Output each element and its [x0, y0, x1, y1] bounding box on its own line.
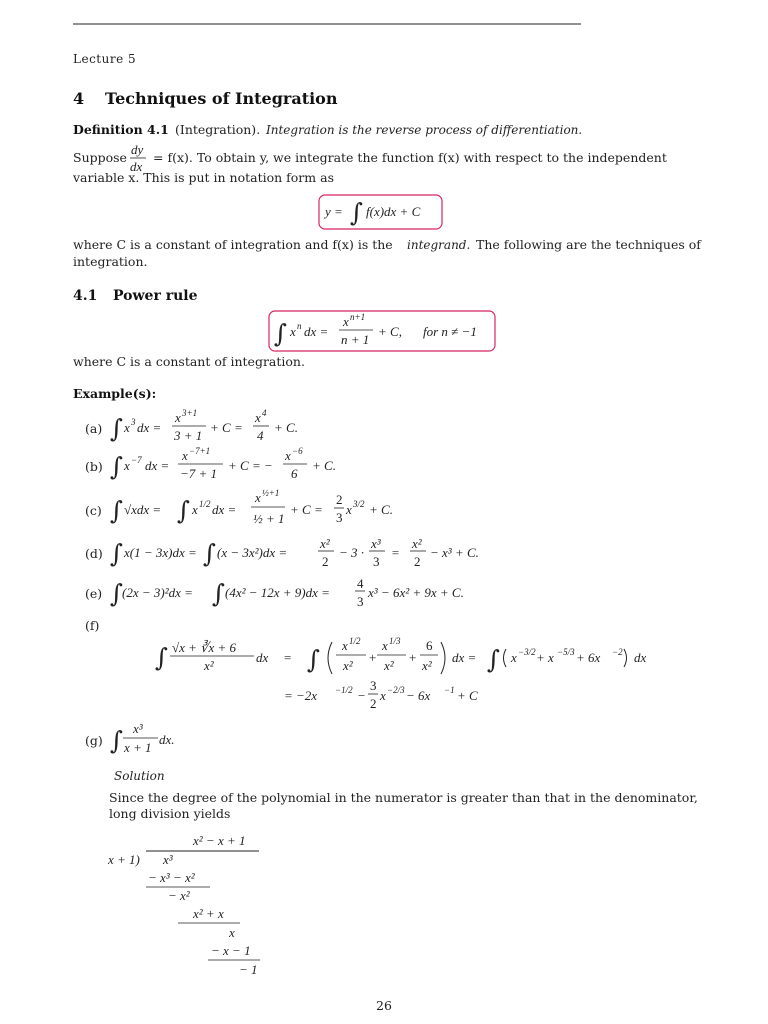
exponent: −2/3 — [387, 685, 405, 695]
numerator: 2 — [336, 492, 343, 507]
example-a — [85, 408, 298, 443]
exponent: −1 — [444, 685, 455, 695]
term: x — [124, 420, 130, 435]
division-step: x — [229, 925, 235, 940]
section-number: 4 — [73, 89, 85, 108]
section-title: Techniques of Integration — [105, 89, 338, 108]
integral-sign: ∫ — [350, 198, 364, 227]
denominator: 6 — [291, 466, 298, 481]
denominator: 3 — [373, 554, 380, 569]
solution-heading: Solution — [114, 769, 165, 783]
numerator: 3 — [370, 678, 377, 693]
denominator: x + 1 — [124, 740, 152, 755]
subsection-title: Power rule — [113, 288, 198, 304]
dividend: x³ — [163, 852, 173, 867]
exponent: 3 — [131, 417, 136, 427]
numerator: x — [255, 490, 261, 505]
integral-sign: ∫ — [110, 539, 124, 568]
example-label: (d) — [85, 546, 103, 561]
exponent: −1/2 — [335, 685, 353, 695]
term: − — [357, 688, 366, 703]
term: dx — [256, 650, 269, 665]
term: + C = − — [228, 458, 273, 473]
integral-sign: ∫ — [203, 539, 217, 568]
numerator: x — [285, 448, 291, 463]
lecture-label: Lecture 5 — [73, 52, 137, 66]
term: − 3 · — [339, 545, 365, 560]
plus: + — [369, 650, 377, 665]
term: + C. — [312, 458, 336, 473]
eq-y: y = — [325, 204, 343, 219]
term: = — [391, 545, 400, 560]
equals: = — [284, 650, 292, 665]
exponent: 3/2 — [353, 499, 365, 509]
denominator: 2 — [370, 696, 377, 711]
term: (2x − 3)²dx = — [122, 585, 193, 600]
intro-line2: variable x. This is put in notation form as — [73, 170, 334, 185]
division-step: − x³ − x² — [148, 870, 195, 885]
exponent: −5/3 — [557, 647, 575, 657]
denominator: x² — [384, 658, 394, 673]
exponent: 1/2 — [199, 499, 211, 509]
denominator: 3 — [336, 510, 343, 525]
integral-sign: ∫ — [177, 496, 191, 525]
solution-line1: Since the degree of the polynomial in the numerator is greater than that in the denominator, — [109, 790, 698, 805]
denominator: x² — [204, 658, 214, 673]
example-label: (a) — [85, 421, 103, 436]
rule-lhs-exp: n — [297, 321, 302, 331]
denominator: 2 — [414, 554, 421, 569]
numerator: x³ — [371, 536, 381, 551]
term: x³ − 6x² + 9x + C. — [368, 585, 464, 600]
integral-sign: ∫ — [110, 579, 124, 608]
definition-text: Integration is the reverse process of differentiation. — [266, 123, 583, 137]
denominator: −7 + 1 — [180, 466, 218, 481]
term: x — [346, 502, 352, 517]
denominator: 4 — [257, 428, 264, 443]
numerator: 6 — [426, 638, 433, 653]
left-paren — [504, 649, 507, 667]
numerator: x — [175, 410, 181, 425]
left-paren — [328, 642, 332, 674]
term: + C. — [369, 502, 393, 517]
exponent: −7+1 — [189, 446, 211, 456]
term: + C = — [210, 420, 243, 435]
where-line1: where C is a constant of integration and f(x) is the — [73, 237, 393, 252]
term: √xdx = — [124, 502, 162, 517]
integral-sign: ∫ — [274, 319, 288, 348]
dx-denominator: dx — [130, 159, 143, 174]
term: x — [511, 650, 517, 665]
numerator: x — [382, 638, 388, 653]
term: − x³ + C. — [430, 545, 479, 560]
subsection-number: 4.1 — [73, 288, 98, 304]
term: + 6x — [576, 650, 601, 665]
example-f — [85, 618, 647, 711]
plus: + — [409, 650, 417, 665]
term: (x − 3x²)dx = — [217, 545, 288, 560]
exponent: 3+1 — [182, 408, 198, 418]
example-label: (c) — [85, 503, 102, 518]
right-paren — [441, 642, 445, 674]
term: dx = — [212, 502, 237, 517]
term: + C. — [274, 420, 298, 435]
exponent: 1/3 — [389, 636, 401, 646]
where-line2: integration. — [73, 254, 148, 269]
term: + x — [536, 650, 554, 665]
example-d — [85, 536, 479, 569]
example-c — [85, 488, 393, 526]
solution-line2: long division yields — [109, 806, 231, 821]
divisor: x + 1) — [108, 852, 140, 867]
term: dx. — [159, 732, 175, 747]
rule-dx: dx = — [304, 324, 329, 339]
long-division — [107, 833, 260, 977]
rule-c: + C, — [378, 324, 402, 339]
term: dx = — [452, 650, 477, 665]
rule-condition: for n ≠ −1 — [423, 324, 477, 339]
numerator: √x + ∛x + 6 — [172, 640, 237, 655]
example-e — [85, 576, 464, 609]
integral-sign: ∫ — [212, 579, 226, 608]
division-step: − x − 1 — [211, 943, 251, 958]
integral-sign: ∫ — [110, 452, 124, 481]
intro-line1: = f(x). To obtain y, we integrate the function f(x) with respect to the independent — [153, 150, 667, 165]
exponent: 4 — [262, 408, 267, 418]
term: x — [192, 502, 198, 517]
integral-sign: ∫ — [110, 496, 124, 525]
eq-rhs: f(x)dx + C — [366, 204, 421, 219]
numerator: x² — [320, 536, 330, 551]
denominator: 3 + 1 — [174, 428, 203, 443]
numerator: x² — [412, 536, 422, 551]
rule-num: x — [343, 314, 349, 329]
quotient: x² − x + 1 — [193, 833, 246, 848]
dy-numerator: dy — [131, 142, 144, 157]
term: (4x² − 12x + 9)dx = — [225, 585, 330, 600]
example-label: (b) — [85, 459, 103, 474]
example-label: (f) — [85, 618, 100, 633]
exponent: ½+1 — [262, 488, 280, 498]
denominator: x² — [343, 658, 353, 673]
numerator: x — [182, 448, 188, 463]
right-paren — [624, 649, 627, 667]
term: x — [124, 458, 130, 473]
denominator: 2 — [322, 554, 329, 569]
numerator: x³ — [133, 721, 143, 736]
term: dx = — [145, 458, 170, 473]
term: dx — [634, 650, 647, 665]
examples-heading: Example(s): — [73, 386, 157, 401]
example-g — [85, 721, 175, 755]
rule-lhs: x — [290, 324, 296, 339]
denominator: x² — [422, 658, 432, 673]
power-rule-where: where C is a constant of integration. — [73, 354, 305, 369]
exponent: −6 — [292, 446, 303, 456]
integral-sign: ∫ — [110, 726, 124, 755]
exponent: −2 — [612, 647, 623, 657]
exponent: −3/2 — [518, 647, 536, 657]
integral-sign: ∫ — [487, 645, 501, 674]
term: + C — [457, 688, 478, 703]
numerator: x — [342, 638, 348, 653]
term: + C = — [290, 502, 323, 517]
term: − 6x — [406, 688, 431, 703]
denominator: ½ + 1 — [253, 511, 285, 526]
example-label: (g) — [85, 733, 103, 748]
definition-name: (Integration). — [175, 122, 261, 137]
division-step: − x² — [168, 888, 190, 903]
integral-sign: ∫ — [110, 414, 124, 443]
where-line1-end: The following are the techniques of — [476, 237, 701, 252]
integral-sign: ∫ — [307, 645, 321, 674]
example-b — [85, 446, 336, 481]
term: dx = — [137, 420, 162, 435]
exponent: 1/2 — [349, 636, 361, 646]
term: x(1 − 3x)dx = — [124, 545, 197, 560]
suppose-word: Suppose — [73, 150, 127, 165]
definition-label: Definition 4.1 — [73, 122, 169, 137]
division-remainder: − 1 — [239, 962, 258, 977]
page-number: 26 — [376, 998, 392, 1013]
numerator: x — [255, 410, 261, 425]
rule-num-exp: n+1 — [350, 312, 366, 322]
integrand-word: integrand. — [407, 238, 471, 252]
exponent: −7 — [131, 455, 142, 465]
numerator: 4 — [357, 576, 364, 591]
term: x — [380, 688, 386, 703]
example-label: (e) — [85, 586, 103, 601]
division-step: x² + x — [193, 906, 224, 921]
denominator: 3 — [357, 594, 364, 609]
term: = −2x — [284, 688, 318, 703]
rule-den: n + 1 — [341, 332, 370, 347]
integral-sign: ∫ — [155, 643, 169, 672]
